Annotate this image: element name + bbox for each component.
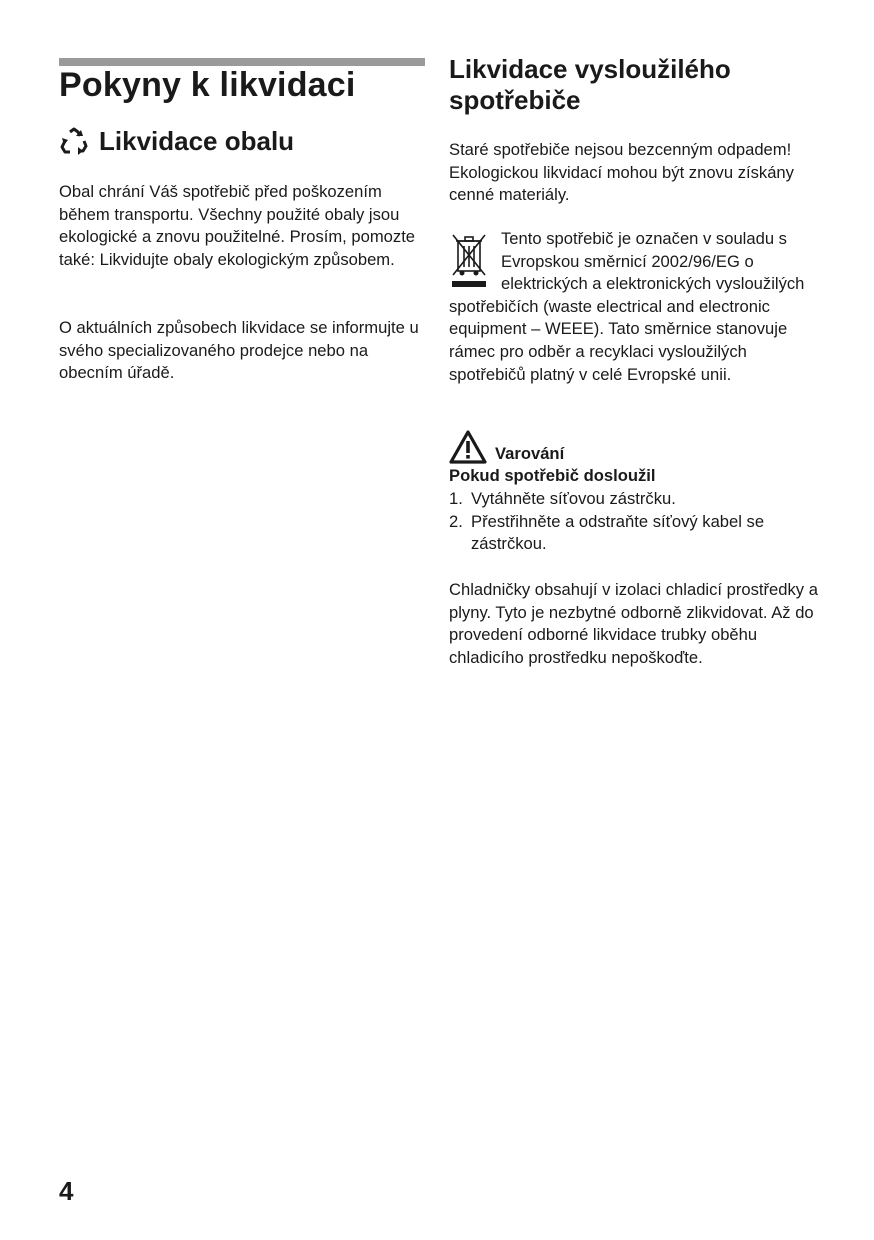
- crossed-bin-icon: [449, 230, 489, 290]
- packaging-paragraph: Obal chrání Váš spotřebič před poškozením během transportu. Všechny použité obaly jsou ekologické a znovu použitelné. Prosím, pomozte také: Likvidujte obaly ekologickým způsobem.: [59, 182, 416, 269]
- warning-title: Pokud spotřebič dosloužil: [449, 466, 656, 485]
- list-item: [449, 511, 825, 556]
- warning-heading: [449, 430, 564, 464]
- recycle-icon: [59, 127, 89, 157]
- page-title: Pokyny k likvidaci: [59, 66, 356, 104]
- warning-label: Varování: [495, 444, 565, 463]
- refrigerant-paragraph: Chladničky obsahují v izolaci chladicí prostředky a plyny. Tyto je nezbytné odborně zlikvidovat. Až do provedení odborné likvidace trubky oběhu chladicího prostředku nepoškoďte.: [449, 580, 818, 667]
- step-text: Vytáhněte síťovou zástrčku.: [471, 489, 676, 508]
- appliance-intro-paragraph: Staré spotřebiče nejsou bezcenným odpadem! Ekologickou likvidací mohou být znovu získány cenné materiály.: [449, 140, 794, 205]
- packaging-heading: [59, 126, 294, 157]
- weee-block: [449, 228, 825, 386]
- disposal-steps-list: [449, 488, 825, 556]
- step-number: 2.: [449, 511, 463, 531]
- step-text: Přestřihněte a odstraňte síťový kabel se zástrčkou.: [471, 511, 765, 554]
- section-rule: [59, 58, 425, 66]
- warning-triangle-icon: [449, 430, 487, 464]
- appliance-disposal-heading: Likvidace vysloužilého spotřebiče: [449, 54, 731, 115]
- packaging-heading-text: Likvidace obalu: [99, 126, 295, 156]
- page-number: 4: [59, 1176, 74, 1206]
- weee-paragraph: Tento spotřebič je označen v souladu s Evropskou směrnicí 2002/96/EG o elektrických a elektronických vysloužilých spotřebičích (waste electrical and electronic equipment – WEEE). Tato směrnice stanovuje rámec pro odběr a recyklaci vysloužilých spotřebičů platný v celé Evropské unii.: [449, 229, 805, 384]
- step-number: 1.: [449, 489, 463, 508]
- list-item: [449, 488, 825, 511]
- disposal-info-paragraph: O aktuálních způsobech likvidace se informujte u svého specializovaného prodejce nebo na obecním úřadě.: [59, 318, 419, 383]
